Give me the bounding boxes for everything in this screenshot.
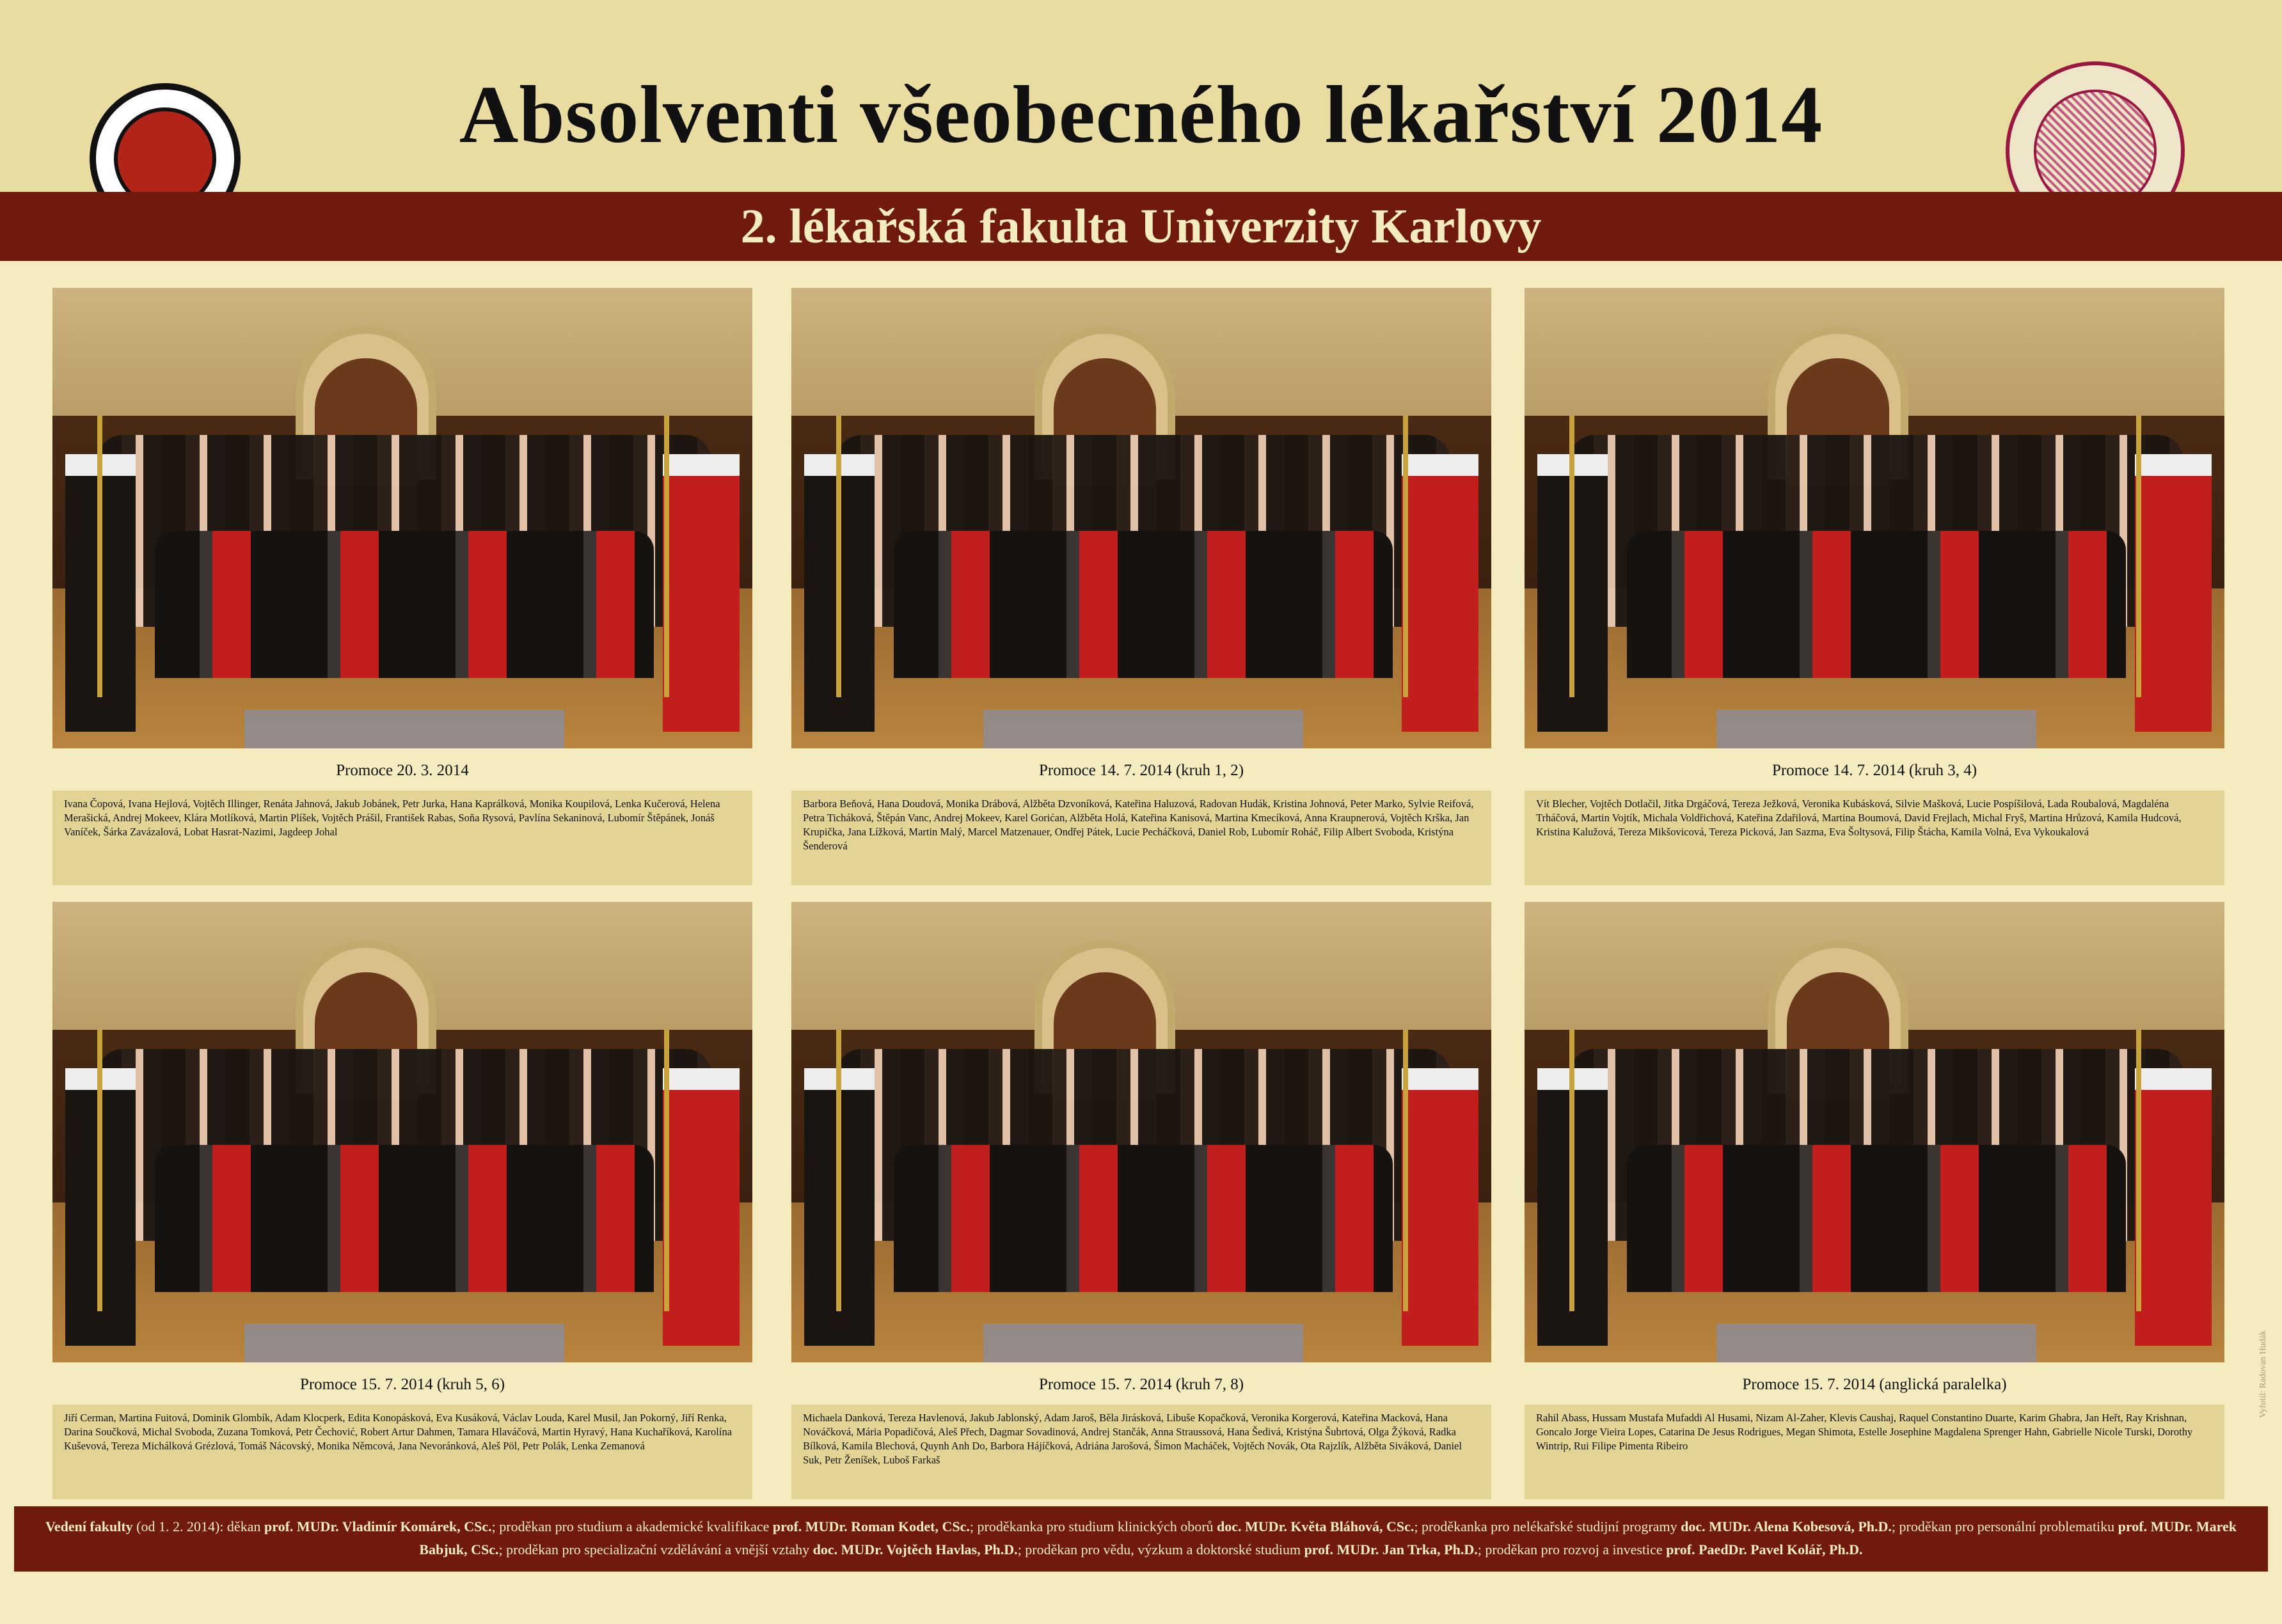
footer-person: prof. MUDr. Marek Babjuk, CSc.	[419, 1518, 2237, 1557]
group-caption-3: Promoce 14. 7. 2014 (kruh 3, 4)	[1771, 762, 1977, 779]
footer-text: ; proděkan pro rozvoj a investice	[1477, 1541, 1663, 1557]
footer-person: doc. MUDr. Vojtěch Havlas, Ph.D.	[812, 1541, 1018, 1557]
group-photo-2	[791, 288, 1491, 748]
group-photo-1	[52, 288, 752, 748]
footer-text: ; proděkan pro personální problematiku	[1891, 1518, 2115, 1534]
page-title: Absolventi všeobecného lékařství 2014	[459, 69, 1823, 160]
footer-person: doc. MUDr. Alena Kobesová, Ph.D.	[1681, 1518, 1892, 1534]
photo-credit: Vyfotil: Radovan Hudák	[2258, 1330, 2268, 1418]
group-names-4: Jiří Cerman, Martina Fuitová, Dominik Glombík, Adam Klocperk, Edita Konopásková, Eva Kusáková, Václav Louda, Karel Musil, Jan Pokorný, Jiří Renka, Darina Součková, Michal Svoboda, Zuzana Tomková, Petr Čechović, Robert Artur Dahmen, Tamara Hlaváčová, Martin Hyravý, Hana Kuchaříková, Karolína Kuševová, Tereza Michálková Grézlová, Tomáš Nácovský, Monika Němcová, Jana Nevoránková, Aleš Pöl, Petr Polák, Lenka Zemanová	[52, 1405, 752, 1499]
group-photo-4	[52, 902, 752, 1362]
footer-person: prof. MUDr. Roman Kodet, CSc.	[772, 1518, 970, 1534]
footer-person: prof. PaedDr. Pavel Kolář, Ph.D.	[1666, 1541, 1863, 1557]
footer-text: ; proděkan pro vědu, výzkum a doktorské studium	[1017, 1541, 1301, 1557]
group-caption-5: Promoce 15. 7. 2014 (kruh 7, 8)	[1038, 1376, 1244, 1393]
group-caption-1: Promoce 20. 3. 2014	[336, 762, 469, 779]
group-photo-3	[1525, 288, 2224, 748]
group-names-5: Michaela Danková, Tereza Havlenová, Jakub Jablonský, Adam Jaroš, Běla Jirásková, Libuše Kopačková, Veronika Korgerová, Kateřina Macková, Hana Nováčková, Mária Popadičová, Aleš Přech, Dagmar Sovadinová, Andrej Stančák, Anna Straussová, Hana Šedivá, Kristýna Šubrtová, Olga Žýková, Radka Bílková, Kamila Blechová, Quynh Anh Do, Barbora Hájíčková, Adriána Jarošová, Šimon Macháček, Vojtěch Novák, Ota Rajzlík, Alžběta Siváková, Daniel Suk, Petr Ženíšek, Luboš Farkaš	[791, 1405, 1491, 1499]
footer-label: Vedení fakulty	[45, 1518, 133, 1534]
footer-text: ; proděkan pro studium a akademické kvalifikace	[491, 1518, 770, 1534]
group-caption-4: Promoce 15. 7. 2014 (kruh 5, 6)	[299, 1376, 505, 1393]
group-names-2: Barbora Beňová, Hana Doudová, Monika Drábová, Alžběta Dzvoníková, Kateřina Haluzová, Radovan Hudák, Kristina Johnová, Peter Marko, Sylvie Reifová, Petra Ticháková, Štěpán Vanc, Andrej Mokeev, Karel Gorićan, Alžběta Holá, Kateřina Kanisová, Martina Kmecíková, Anna Kraupnerová, Vojtěch Krška, Jan Krupička, Jana Lížková, Martin Malý, Marcel Matzenauer, Ondřej Pátek, Lucie Pecháčková, Daniel Rob, Lubomír Roháč, Filip Albert Svoboda, Kristýna Šenderová	[791, 791, 1491, 885]
faculty-leadership-footer	[14, 1506, 2268, 1572]
footer-person: doc. MUDr. Květa Bláhová, CSc.	[1217, 1518, 1414, 1534]
footer-dean: prof. MUDr. Vladimír Komárek, CSc.	[264, 1518, 492, 1534]
footer-text: (od 1. 2. 2014): děkan	[136, 1518, 261, 1534]
group-names-1: Ivana Čopová, Ivana Hejlová, Vojtěch Illinger, Renáta Jahnová, Jakub Jobánek, Petr Jurka, Hana Kaprálková, Monika Koupilová, Lenka Kučerová, Helena Merašická, Andrej Mokeev, Klára Motlíková, Martin Plíšek, Vojtěch Prášil, František Rabas, Soňa Rysová, Pavlína Sekaninová, Lubomír Štěpánek, Jonáš Vaníček, Šárka Zavázalová, Lobat Hasrat-Nazimi, Jagdeep Johal	[52, 791, 752, 885]
group-names-6: Rahil Abass, Hussam Mustafa Mufaddi Al Husami, Nizam Al-Zaher, Klevis Caushaj, Raquel Constantino Duarte, Karim Ghabra, Jan Heřt, Ray Krishnan, Goncalo Jorge Vieira Lopes, Catarina De Jesus Rodrigues, Megan Shimota, Estelle Josephine Magdalena Sprenger Hahn, Gabrielle Nicole Turski, Dorothy Wintrip, Rui Filipe Pimenta Ribeiro	[1525, 1405, 2224, 1499]
group-photo-5	[791, 902, 1491, 1362]
group-caption-2: Promoce 14. 7. 2014 (kruh 1, 2)	[1038, 762, 1244, 779]
footer-person: prof. MUDr. Jan Trka, Ph.D.	[1304, 1541, 1478, 1557]
footer-text: ; proděkanka pro studium klinických oborů	[969, 1518, 1214, 1534]
group-photo-6	[1525, 902, 2224, 1362]
footer-text: ; proděkan pro specializační vzdělávání a vnější vztahy	[498, 1541, 810, 1557]
group-names-3: Vít Blecher, Vojtěch Dotlačil, Jitka Drgáčová, Tereza Ježková, Veronika Kubásková, Silvie Mašková, Lucie Pospíšilová, Lada Roubalová, Magdaléna Trháčová, Martin Vojtík, Michala Voldřichová, Kateřina Zdařilová, Martina Boumová, David Frejlach, Michal Fryš, Martina Hrůzová, Kamila Hudcová, Kristina Kalužová, Tereza Mikšovicová, Tereza Picková, Jan Sazma, Eva Šoltysová, Filip Štácha, Kamila Volná, Eva Vykoukalová	[1525, 791, 2224, 885]
group-caption-6: Promoce 15. 7. 2014 (anglická paralelka)	[1742, 1376, 2007, 1393]
page-subtitle: 2. lékařská fakulta Univerzity Karlovy	[740, 200, 1542, 253]
footer-text: ; proděkanka pro nelékařské studijní programy	[1414, 1518, 1677, 1534]
